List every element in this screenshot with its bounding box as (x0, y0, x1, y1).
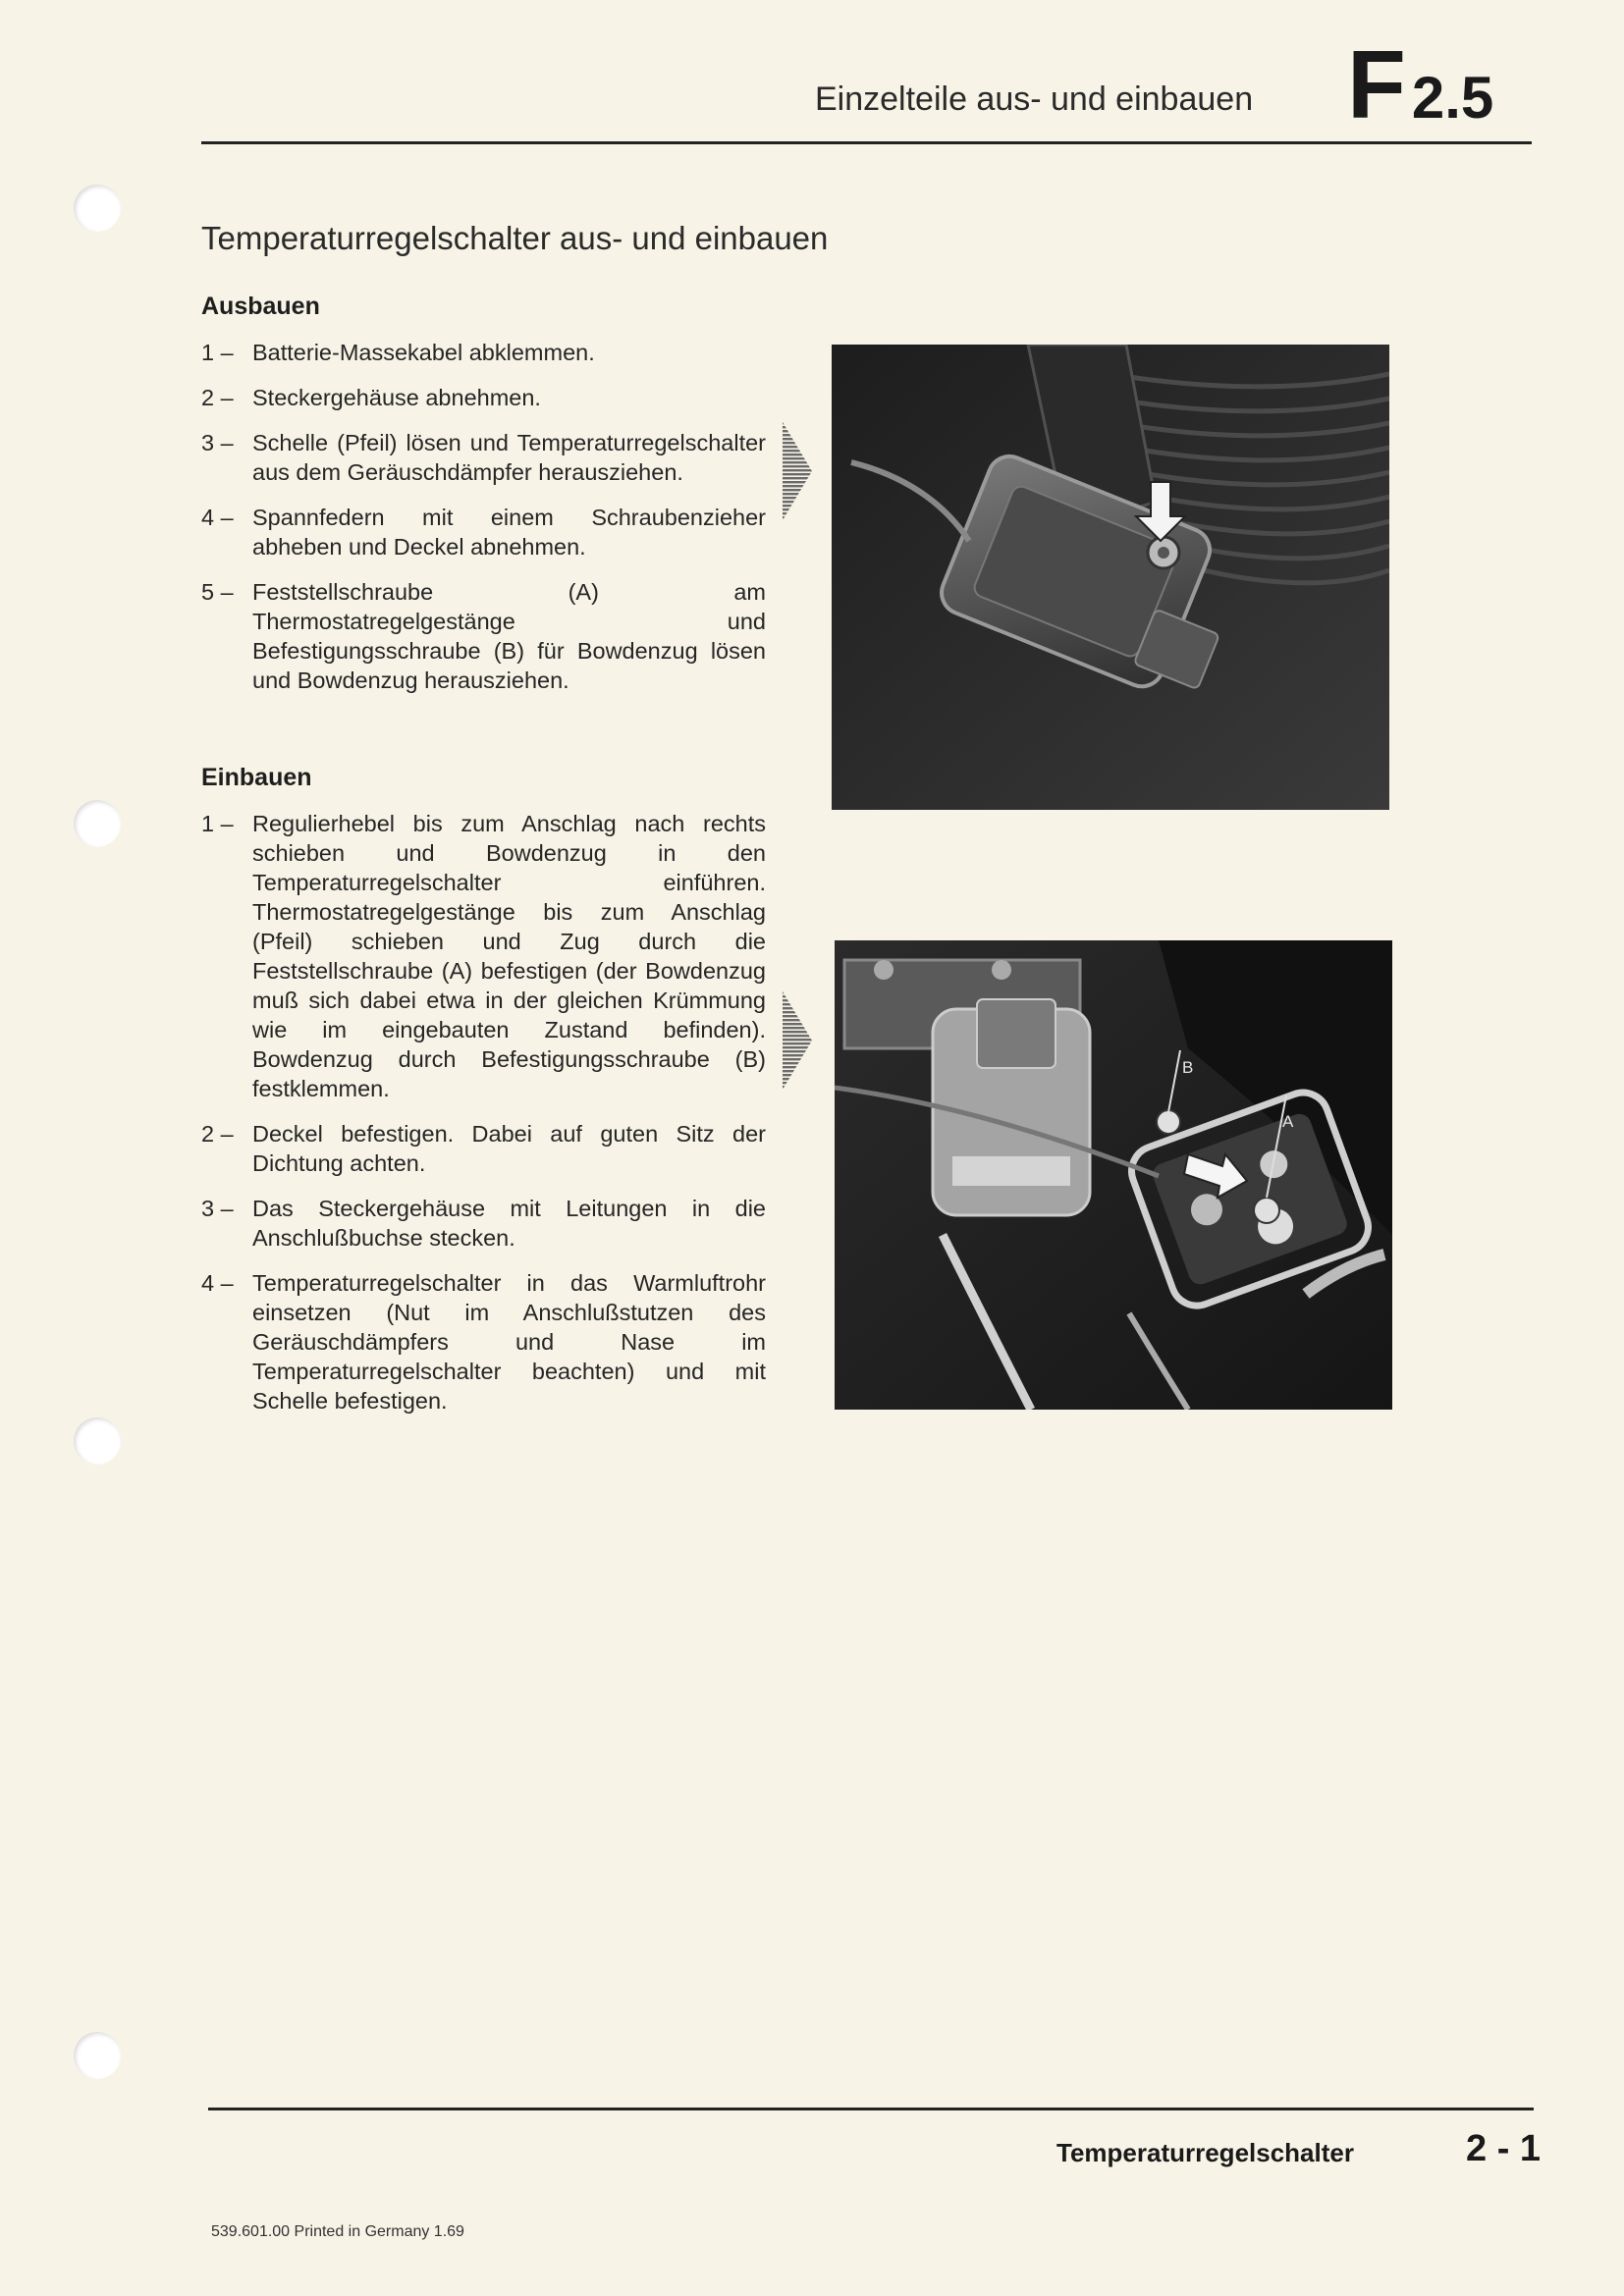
step-number: 4 – (201, 505, 234, 530)
pointer-arrow-icon (783, 991, 812, 1095)
einbauen-steps (201, 809, 766, 1431)
punch-hole (74, 800, 121, 847)
step-number: 2 – (201, 1121, 234, 1147)
step-number: 1 – (201, 340, 234, 365)
step-number: 5 – (201, 579, 234, 605)
footer-rule (208, 2108, 1534, 2110)
list-item (201, 577, 766, 695)
photo-temperature-switch-open (835, 940, 1392, 1410)
list-item (201, 338, 766, 367)
ausbauen-steps (201, 338, 766, 711)
step-text: Steckergehäuse abnehmen. (252, 385, 541, 410)
step-number: 3 – (201, 1196, 234, 1221)
list-item (201, 809, 766, 1103)
step-text: Das Steckergehäuse mit Leitungen in die Anschlußbuchse stecken. (252, 1196, 766, 1251)
page-number: 2 - 1 (1466, 2128, 1542, 2169)
photo-temperature-switch-mounted (832, 345, 1389, 810)
step-number: 3 – (201, 430, 234, 455)
step-text: Spannfedern mit einem Schraubenzieher abheben und Deckel abnehmen. (252, 505, 766, 560)
section-title: Temperaturregelschalter aus- und einbauen (201, 220, 829, 256)
footer-title: Temperaturregelschalter (1056, 2138, 1354, 2167)
ausbauen-heading: Ausbauen (201, 293, 320, 320)
step-text: Regulierhebel bis zum Anschlag nach rechts schieben und Bowdenzug in den Temperaturregelschalter einführen. Thermostatregelgestänge bis zum Anschlag (Pfeil) schieben und Zug durch die Feststellschraube (A) befestigen (der Bowdenzug muß sich dabei etwa in der gleichen Krümmung wie im eingebauten Zustand befinden). Bowdenzug durch Befestigungsschraube (B) festklemmen. (252, 811, 766, 1101)
list-item (201, 1268, 766, 1415)
step-text: Schelle (Pfeil) lösen und Temperaturregelschalter aus dem Geräuschdämpfer herausziehen. (252, 430, 766, 485)
header-title: Einzelteile aus- und einbauen (815, 80, 1254, 118)
section-code-letter: F (1347, 30, 1404, 138)
step-number: 4 – (201, 1270, 234, 1296)
list-item (201, 503, 766, 561)
punch-hole (74, 1417, 121, 1465)
label-a: A (1282, 1112, 1294, 1131)
step-text: Batterie-Massekabel abklemmen. (252, 340, 595, 365)
punch-hole (74, 2032, 121, 2079)
list-item (201, 383, 766, 412)
step-number: 2 – (201, 385, 234, 410)
step-text: Feststellschraube (A) am Thermostatregelgestänge und Befestigungsschraube (B) für Bowdenzug lösen und Bowdenzug herausziehen. (252, 579, 766, 693)
print-note: 539.601.00 Printed in Germany 1.69 (211, 2223, 464, 2240)
list-item (201, 1194, 766, 1253)
list-item (201, 428, 766, 487)
punch-hole (74, 185, 121, 232)
step-number: 1 – (201, 811, 234, 836)
step-text: Temperaturregelschalter in das Warmluftrohr einsetzen (Nut im Anschlußstutzen des Geräuschdämpfers und Nase im Temperaturregelschalter beachten) und mit Schelle befestigen. (252, 1270, 766, 1414)
list-item (201, 1119, 766, 1178)
header-rule (201, 141, 1532, 144)
section-code (1347, 29, 1493, 140)
einbauen-heading: Einbauen (201, 764, 312, 791)
section-code-number: 2.5 (1411, 65, 1494, 131)
pointer-arrow-icon (783, 422, 812, 525)
step-text: Deckel befestigen. Dabei auf guten Sitz der Dichtung achten. (252, 1121, 766, 1176)
label-b: B (1182, 1058, 1194, 1077)
